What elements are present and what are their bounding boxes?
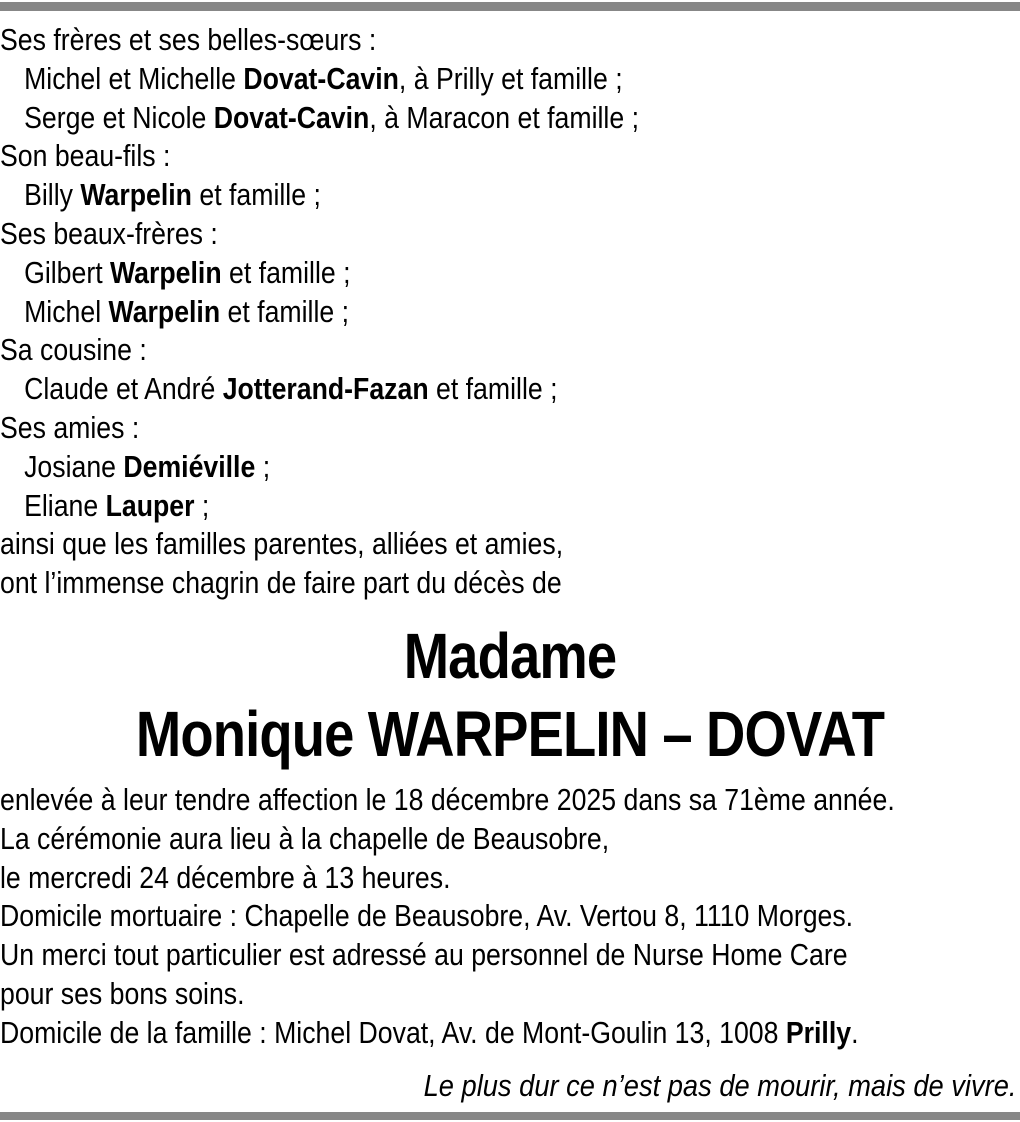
bottom-border-bar (0, 1112, 1020, 1120)
deceased-title-block (0, 617, 1020, 773)
text-segment: pour ses bons soins. (0, 975, 245, 1011)
text-segment: ont l’immense chagrin de faire part du décès de (0, 565, 562, 601)
deceased-name: Monique WARPELIN – DOVAT (135, 697, 885, 770)
text-segment: et famille ; (191, 177, 321, 213)
relatives-list (0, 21, 1020, 603)
text-segment: Ses amies : (0, 409, 140, 445)
text-segment: Michel (24, 293, 109, 329)
family-name: Demiéville (123, 448, 256, 484)
notice-line (0, 21, 877, 60)
text-segment: enlevée à leur tendre affection le 18 décembre 2025 dans sa 71ème année. (0, 781, 895, 817)
notice-line (0, 176, 877, 215)
deceased-honorific: Madame (403, 619, 617, 692)
text-segment: Billy (24, 177, 81, 213)
text-segment: . (851, 1014, 859, 1050)
text-segment: Son beau-fils : (0, 138, 171, 174)
announcement-details (0, 781, 1020, 1053)
notice-line (0, 99, 877, 138)
text-segment: le mercredi 24 décembre à 13 heures. (0, 859, 451, 895)
notice-line (0, 448, 877, 487)
top-border-bar (0, 2, 1020, 11)
text-segment: Domicile mortuaire : Chapelle de Beausobre, Av. Vertou 8, 1110 Morges. (0, 898, 854, 934)
notice-line (0, 564, 877, 603)
family-name: Lauper (105, 487, 195, 523)
notice-line (0, 487, 877, 526)
notice-line (0, 331, 877, 370)
family-name: Dovat-Cavin (213, 99, 370, 135)
notice-line (0, 409, 877, 448)
notice-line (0, 137, 877, 176)
family-name: Prilly (785, 1014, 852, 1050)
text-segment: La cérémonie aura lieu à la chapelle de Beausobre, (0, 820, 610, 856)
notice-content (0, 21, 1020, 1105)
text-segment: Josiane (24, 448, 124, 484)
text-segment: , à Prilly et famille ; (398, 60, 623, 96)
text-segment: ; (194, 487, 210, 523)
text-segment: Sa cousine : (0, 332, 147, 368)
notice-line (0, 525, 877, 564)
text-segment: Un merci tout particulier est adressé au personnel de Nurse Home Care (0, 937, 848, 973)
notice-line (0, 370, 877, 409)
family-name: Warpelin (110, 254, 222, 290)
notice-line (0, 820, 877, 859)
notice-line (0, 60, 877, 99)
text-segment: Gilbert (24, 254, 111, 290)
text-segment: , à Maracon et famille ; (369, 99, 639, 135)
text-segment: et famille ; (220, 293, 350, 329)
text-segment: et famille ; (221, 254, 351, 290)
text-segment: ; (255, 448, 271, 484)
notice-line (0, 781, 895, 820)
text-segment: et famille ; (428, 371, 558, 407)
text-segment: Michel et Michelle (24, 60, 244, 96)
notice-line (0, 936, 877, 975)
text-segment: Domicile de la famille : Michel Dovat, Av. de Mont-Goulin 13, 1008 (0, 1014, 786, 1050)
notice-line (0, 215, 877, 254)
notice-line (0, 1014, 877, 1053)
family-name: Dovat-Cavin (243, 60, 399, 96)
text-segment: Claude et André (24, 371, 223, 407)
notice-line (0, 293, 877, 332)
notice-line (0, 859, 877, 898)
family-name: Warpelin (108, 293, 221, 329)
text-segment: ainsi que les familles parentes, alliées et amies, (0, 526, 564, 562)
notice-line (0, 254, 877, 293)
text-segment: Serge et Nicole (24, 99, 214, 135)
family-name: Warpelin (80, 177, 192, 213)
notice-line (0, 897, 877, 936)
family-name: Jotterand-Fazan (222, 371, 429, 407)
text-segment: Ses beaux-frères : (0, 215, 218, 251)
text-segment: Ses frères et ses belles-sœurs : (0, 22, 377, 57)
epitaph-line: Le plus dur ce n’est pas de mourir, mais de vivre. (423, 1067, 1017, 1103)
text-segment: Eliane (24, 487, 106, 523)
notice-line (0, 975, 877, 1014)
